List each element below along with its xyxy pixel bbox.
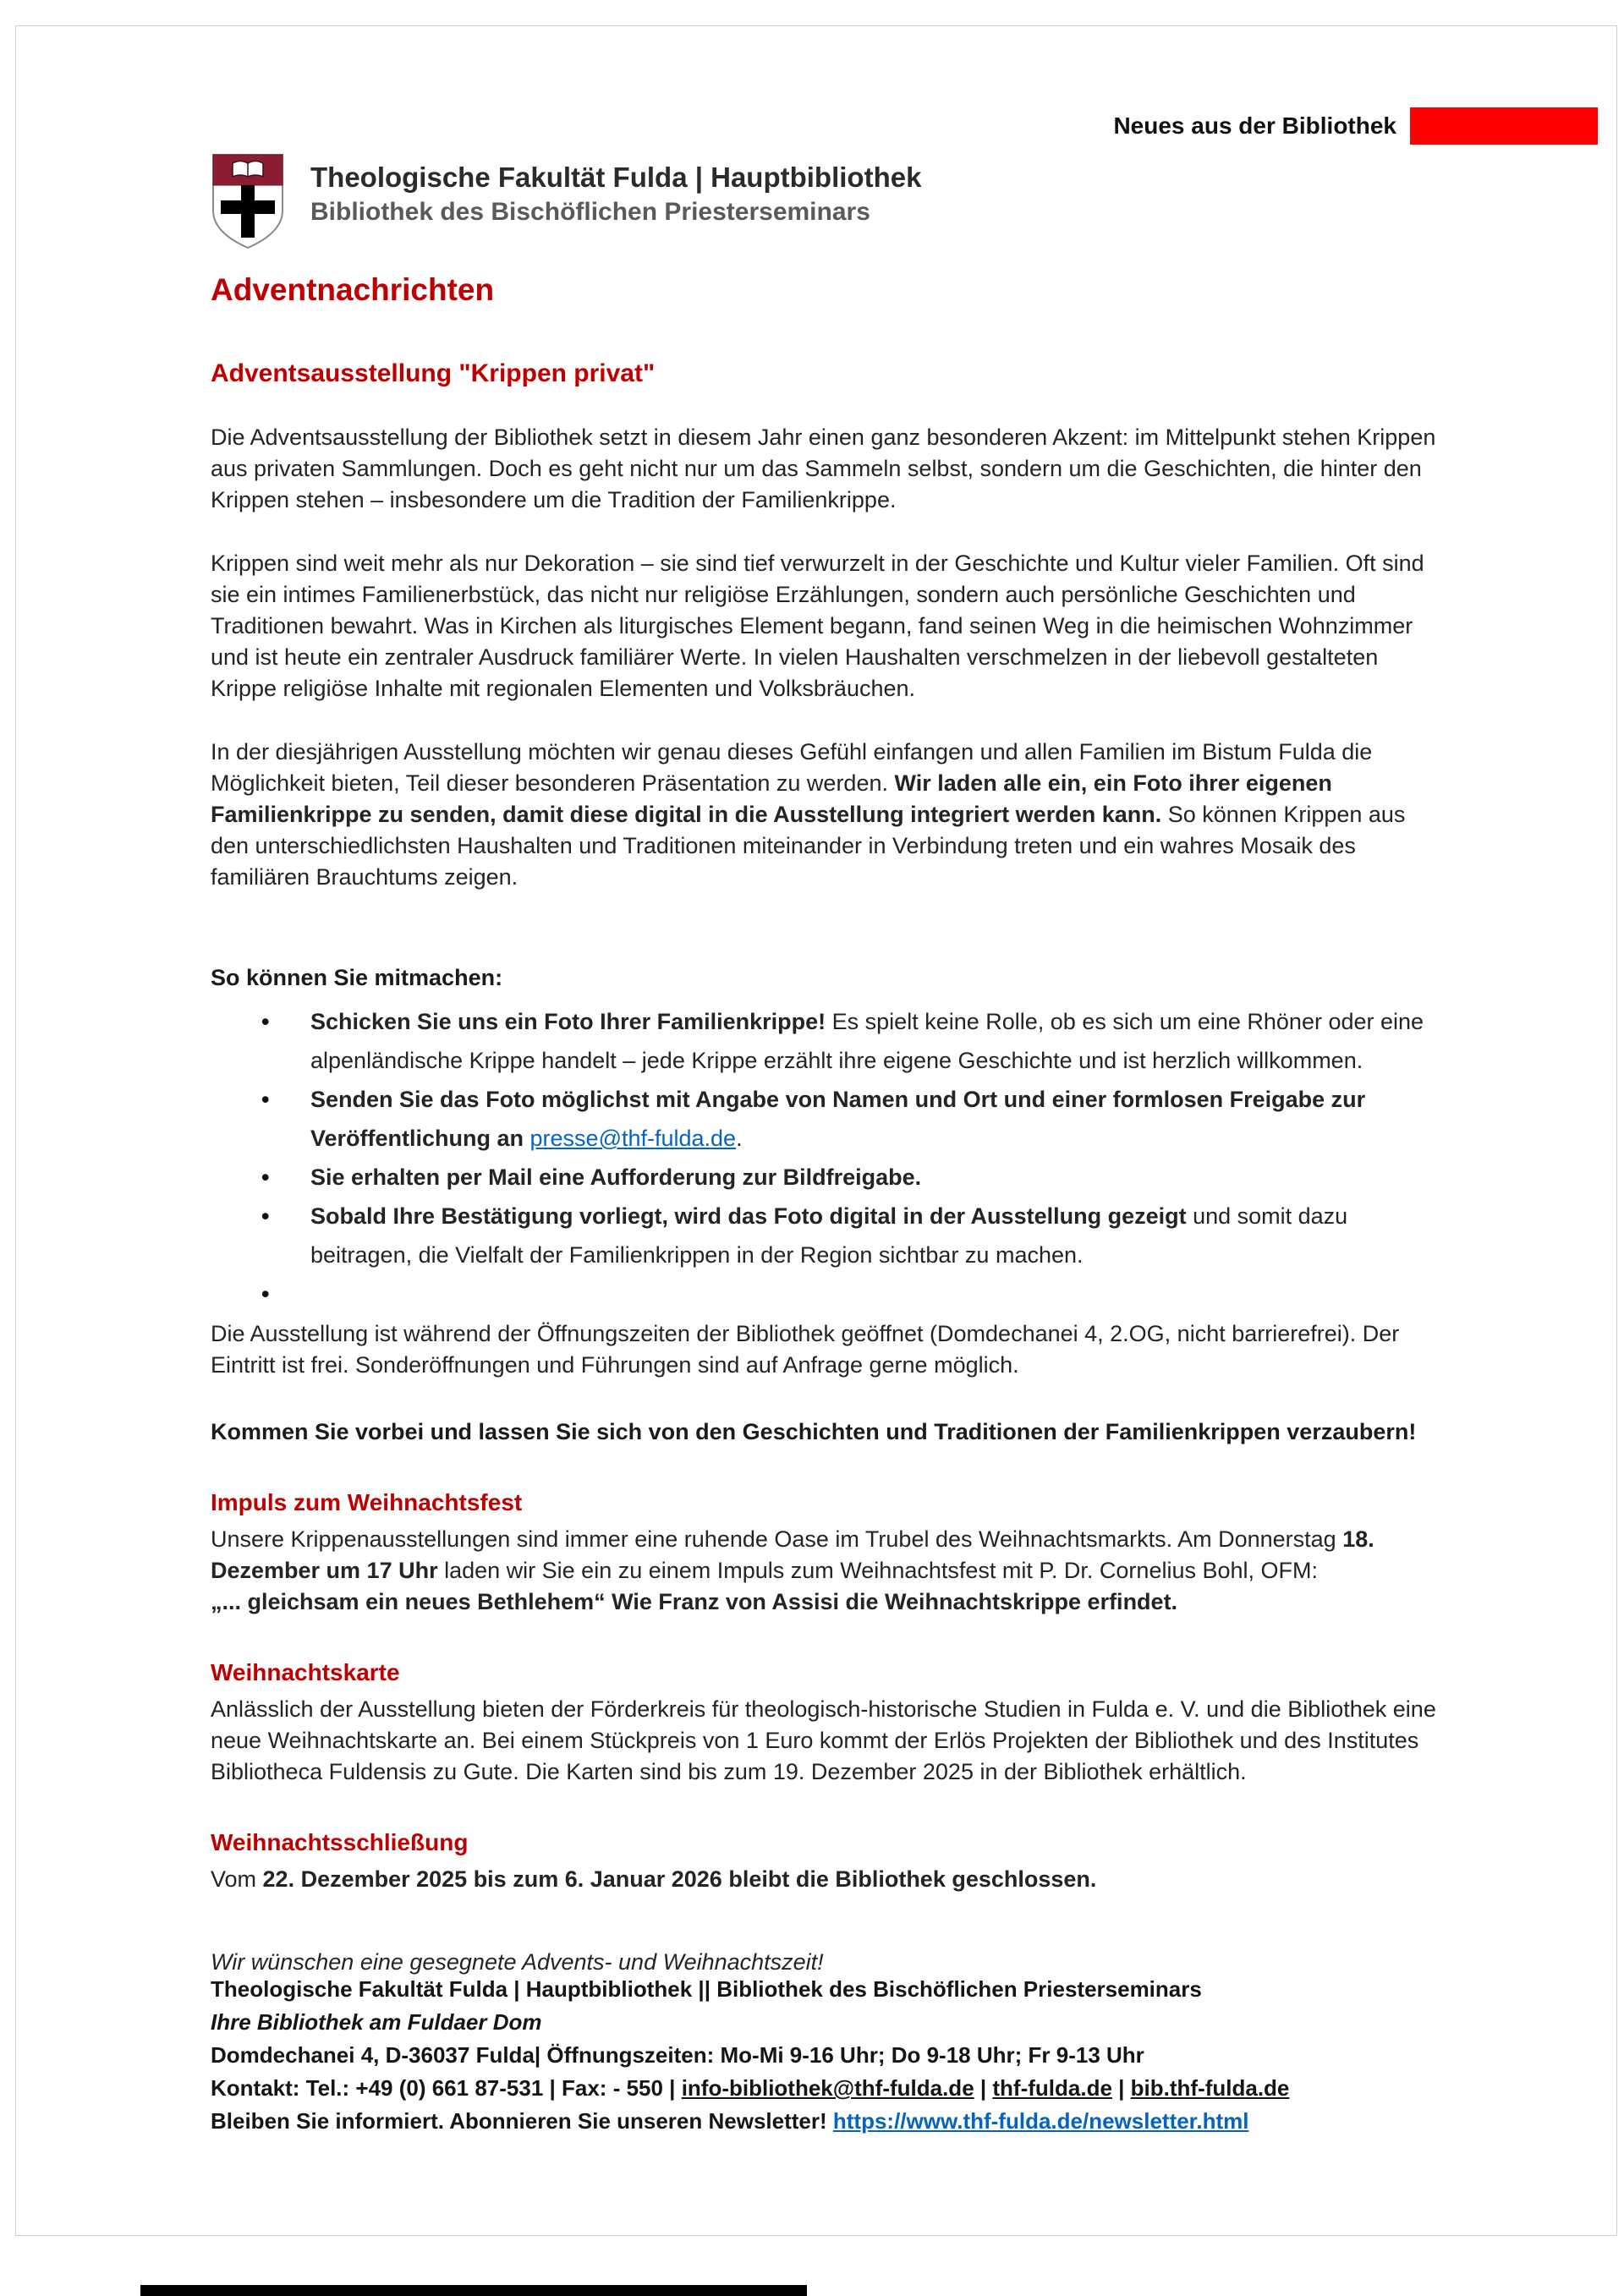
- opening-hours-paragraph: [211, 1318, 1437, 1381]
- text-run: Die Adventsausstellung der Bibliothek setzt in diesem Jahr einen ganz besonderen Akzent: im Mittelpunkt stehen Krippen aus privaten Sammlungen. Doch es geht nicht nur um das Sammeln selbst, sondern um die Geschichten, die hinter den Krippen stehen – insbesondere um die Tradition der Familienkrippe.: [211, 425, 1436, 512]
- text-run: Es spielt keine Rolle, ob es sich um eine Rhöner oder eine alpenländische Krippe handelt – jede Krippe erzählt ihre eigene Geschichte und ist herzlich willkommen.: [310, 1009, 1424, 1073]
- footer-newsletter-line: [211, 2105, 1446, 2138]
- impuls-heading: Impuls zum Weihnachtsfest: [211, 1489, 523, 1515]
- text-run: 18. Dezember um 17 Uhr: [211, 1526, 1374, 1583]
- text-run: Unsere Krippenausstellungen sind immer eine ruhende Oase im Trubel des Weihnachtsmarkts. Am Donnerstag: [211, 1526, 1343, 1552]
- text-run: Sie erhalten per Mail eine Aufforderung zur Bildfreigabe.: [310, 1164, 922, 1190]
- list-item: [211, 1080, 1437, 1158]
- footer: [211, 1973, 1446, 2138]
- text-run: So können Krippen aus den unterschiedlichsten Haushalten und Traditionen miteinander in Verbindung treten und ein wahres Mosaik des familiären Brauchtums zeigen.: [211, 802, 1406, 890]
- newsletter-link[interactable]: https://www.thf-fulda.de/newsletter.html: [832, 2108, 1249, 2134]
- list-item-text: [310, 1274, 1435, 1313]
- invitation-line: Kommen Sie vorbei und lassen Sie sich von den Geschichten und Traditionen der Familienkrippen verzaubern!: [211, 1419, 1417, 1444]
- footer-address-hours: Domdechanei 4, D-36037 Fulda| Öffnungszeiten: Mo-Mi 9-16 Uhr; Do 9-18 Uhr; Fr 9-13 Uhr: [211, 2042, 1144, 2068]
- list-item-text: [310, 1158, 1435, 1197]
- text-run: laden wir Sie ein zu einem Impuls zum Weihnachtsfest mit P. Dr. Cornelius Bohl, OFM:: [437, 1558, 1319, 1583]
- org-title: Theologische Fakultät Fulda | Hauptbibliothek: [310, 162, 922, 193]
- library-shield-logo-icon: [211, 153, 285, 249]
- impuls-event-title: [211, 1589, 1177, 1614]
- impuls-text: [211, 1526, 1374, 1583]
- page-content: [16, 26, 1616, 1975]
- footer-contact-line: [211, 2072, 1446, 2105]
- schliessung-heading: Weihnachtsschließung: [211, 1829, 469, 1855]
- bullet-icon: •: [261, 1281, 270, 1307]
- info-bibliothek-email-link[interactable]: info-bibliothek@thf-fulda.de: [681, 2075, 974, 2101]
- text-run: Senden Sie das Foto möglichst mit Angabe von Namen und Ort und einer formlosen Freigabe zur Veröffentlichung an: [310, 1087, 1366, 1151]
- bullet-icon: •: [261, 1203, 270, 1229]
- newsletter-title: Adventnachrichten: [211, 272, 495, 307]
- bib-thf-fulda-link[interactable]: bib.thf-fulda.de: [1130, 2075, 1290, 2101]
- text-run: |: [1111, 2075, 1131, 2101]
- list-item-empty: [211, 1274, 1437, 1313]
- letterhead-text: [310, 153, 921, 229]
- list-item-text: [310, 1002, 1435, 1080]
- text-run: In der diesjährigen Ausstellung möchten wir genau dieses Gefühl einfangen und allen Familien im Bistum Fulda die Möglichkeit bieten, Teil dieser besonderen Präsentation zu werden.: [211, 739, 1373, 796]
- text-run: Wir laden alle ein, ein Foto ihrer eigenen Familienkrippe zu senden, damit diese digital in die Ausstellung integriert werden kann.: [211, 770, 1332, 827]
- schliessung-paragraph: [211, 1864, 1437, 1895]
- presse-email-link[interactable]: presse@thf-fulda.de: [529, 1126, 737, 1151]
- thf-fulda-link[interactable]: thf-fulda.de: [992, 2075, 1112, 2101]
- participate-heading: So können Sie mitmachen:: [211, 965, 503, 990]
- list-item: [211, 1197, 1437, 1274]
- footer-org-line: Theologische Fakultät Fulda | Hauptbibliothek || Bibliothek des Bischöflichen Priesterseminars: [211, 1976, 1202, 2002]
- bullet-icon: •: [261, 1164, 270, 1190]
- letterhead: [211, 153, 1437, 249]
- text-run: Die Ausstellung ist während der Öffnungszeiten der Bibliothek geöffnet (Domdechanei 4, 2.OG, nicht barrierefrei). Der Eintritt ist frei. Sonderöffnungen und Führungen sind auf Anfrage gerne möglich.: [211, 1321, 1400, 1378]
- text-run: Schicken Sie uns ein Foto Ihrer Familienkrippe!: [310, 1009, 826, 1034]
- document-page: [15, 25, 1617, 2236]
- weihnachtskarte-heading: Weihnachtskarte: [211, 1659, 400, 1685]
- org-subtitle: Bibliothek des Bischöflichen Priesterseminars: [310, 198, 870, 226]
- list-item: [211, 1002, 1437, 1080]
- exhibition-heading: Adventsausstellung "Krippen privat": [211, 359, 656, 387]
- text-run: „... gleichsam ein neues Bethlehem“ Wie Franz von Assisi die Weihnachtskrippe erfindet.: [211, 1589, 1178, 1614]
- banner-red-box: [1410, 107, 1598, 145]
- exhibition-paragraph-1: [211, 422, 1437, 516]
- list-item-text: [310, 1080, 1435, 1158]
- exhibition-paragraph-3: [211, 737, 1437, 893]
- text-run: Sobald Ihre Bestätigung vorliegt, wird das Foto digital in der Ausstellung gezeigt: [310, 1203, 1187, 1229]
- bullet-icon: •: [261, 1009, 270, 1034]
- list-item-text: [310, 1197, 1435, 1274]
- text-run: Bleiben Sie informiert. Abonnieren Sie unseren Newsletter!: [211, 2108, 833, 2134]
- season-greeting: Wir wünschen eine gesegnete Advents- und Weihnachtszeit!: [211, 1949, 824, 1975]
- text-run: .: [736, 1126, 743, 1151]
- text-run: und somit dazu beitragen, die Vielfalt der Familienkrippen in der Region sichtbar zu machen.: [310, 1203, 1348, 1268]
- footer-slogan: Ihre Bibliothek am Fuldaer Dom: [211, 2009, 542, 2035]
- text-run: 22. Dezember 2025 bis zum 6. Januar 2026 bleibt die Bibliothek geschlossen.: [262, 1866, 1097, 1892]
- next-page-preview-strip: [140, 2285, 807, 2296]
- banner-label: Neues aus der Bibliothek: [1113, 112, 1396, 139]
- list-item: [211, 1158, 1437, 1197]
- text-run: Vom: [211, 1866, 263, 1892]
- impuls-paragraph: [211, 1524, 1437, 1618]
- exhibition-paragraph-2: [211, 548, 1437, 704]
- weihnachtskarte-paragraph: [211, 1694, 1437, 1788]
- banner: [1113, 107, 1598, 145]
- text-run: Kontakt: Tel.: +49 (0) 661 87-531 | Fax: - 550 |: [211, 2075, 682, 2101]
- text-run: Anlässlich der Ausstellung bieten der Förderkreis für theologisch-historische Studien in Fulda e. V. und die Bibliothek eine neue Weihnachtskarte an. Bei einem Stückpreis von 1 Euro kommt der Erlös Projekten der Bibliothek und des Institutes Bibliotheca Fuldensis zu Gute. Die Karten sind bis zum 19. Dezember 2025 in der Bibliothek erhältlich.: [211, 1696, 1436, 1784]
- bullet-icon: •: [261, 1087, 270, 1112]
- participate-list: [211, 1002, 1437, 1313]
- text-run: Krippen sind weit mehr als nur Dekoration – sie sind tief verwurzelt in der Geschichte und Kultur vieler Familien. Oft sind sie ein intimes Familienerbstück, das nicht nur religiöse Erzählungen, sondern auch persönliche Geschichten und Traditionen bewahrt. Was in Kirchen als liturgisches Element begann, fand seinen Weg in die heimischen Wohnzimmer und ist heute ein zentraler Ausdruck familiärer Werte. In vielen Haushalten verschmelzen in der liebevoll gestalteten Krippe religiöse Inhalte mit regionalen Elementen und Volksbräuchen.: [211, 551, 1424, 701]
- text-run: |: [974, 2075, 993, 2101]
